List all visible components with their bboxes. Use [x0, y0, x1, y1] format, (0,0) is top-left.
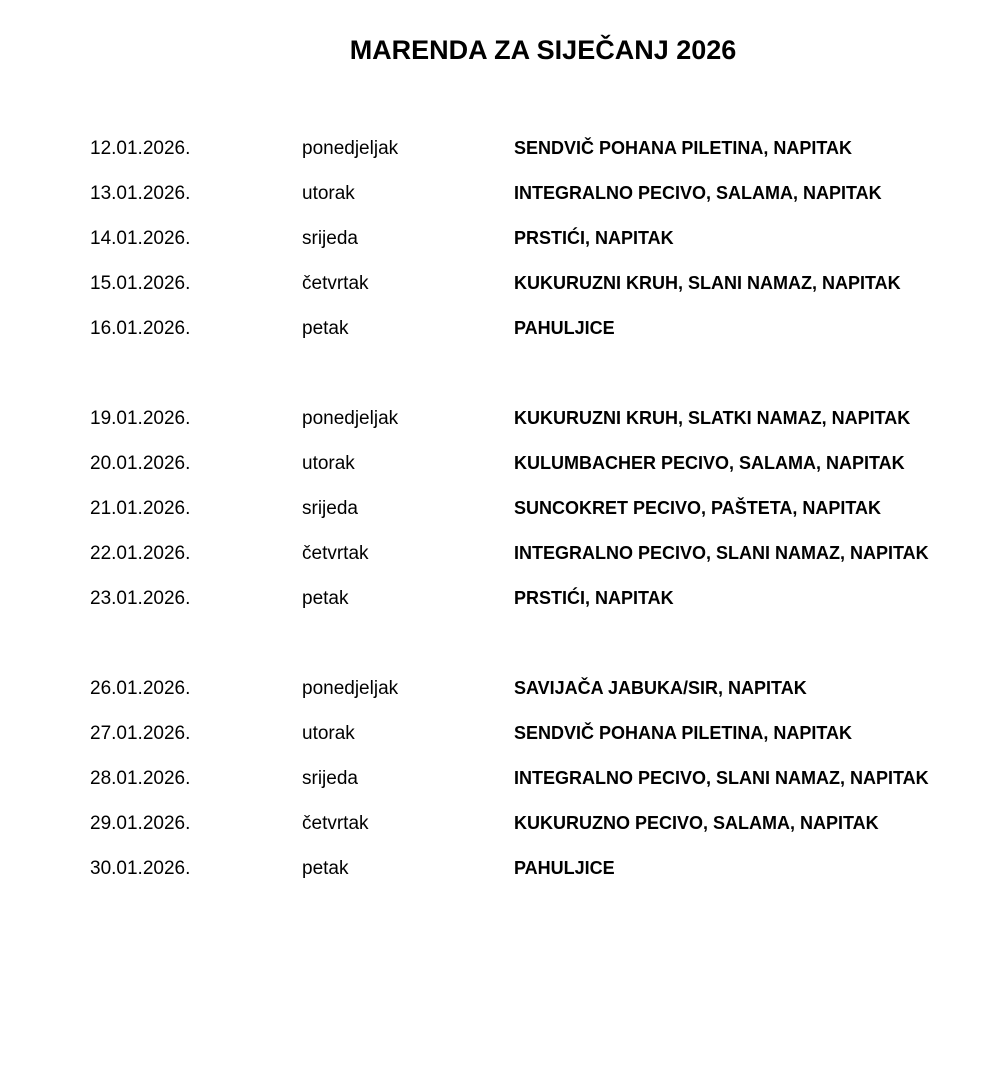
- menu-schedule: [0, 126, 1008, 936]
- menu-row: [0, 666, 1008, 711]
- row-date: 23.01.2026.: [90, 588, 191, 609]
- row-meal: KUKURUZNI KRUH, SLANI NAMAZ, NAPITAK: [514, 273, 901, 293]
- row-meal: KUKURUZNO PECIVO, SALAMA, NAPITAK: [514, 813, 879, 833]
- row-date: 21.01.2026.: [90, 498, 191, 519]
- row-day: utorak: [302, 453, 355, 474]
- row-meal: PAHULJICE: [514, 858, 615, 878]
- row-day: ponedjeljak: [302, 408, 399, 429]
- row-meal: SUNCOKRET PECIVO, PAŠTETA, NAPITAK: [514, 498, 882, 518]
- row-day: ponedjeljak: [302, 138, 399, 159]
- row-date: 14.01.2026.: [90, 228, 191, 249]
- row-day: utorak: [302, 723, 355, 744]
- row-date: 28.01.2026.: [90, 768, 191, 789]
- week-block-3: [0, 666, 1008, 891]
- row-day: petak: [302, 588, 349, 609]
- menu-row: [0, 756, 1008, 801]
- row-date: 13.01.2026.: [90, 183, 191, 204]
- row-date: 26.01.2026.: [90, 678, 191, 699]
- menu-row: [0, 261, 1008, 306]
- row-date: 29.01.2026.: [90, 813, 191, 834]
- row-day: četvrtak: [302, 543, 369, 564]
- row-meal: PRSTIĆI, NAPITAK: [514, 228, 674, 248]
- row-meal: PAHULJICE: [514, 318, 615, 338]
- row-day: četvrtak: [302, 273, 369, 294]
- row-date: 30.01.2026.: [90, 858, 191, 879]
- row-meal: PRSTIĆI, NAPITAK: [514, 588, 674, 608]
- row-day: petak: [302, 858, 349, 879]
- row-day: srijeda: [302, 228, 358, 249]
- page-title: MARENDA ZA SIJEČANJ 2026: [349, 35, 737, 65]
- row-meal: KUKURUZNI KRUH, SLATKI NAMAZ, NAPITAK: [514, 408, 911, 428]
- row-date: 19.01.2026.: [90, 408, 191, 429]
- menu-row: [0, 486, 1008, 531]
- menu-row: [0, 711, 1008, 756]
- menu-row: [0, 306, 1008, 351]
- row-day: srijeda: [302, 768, 358, 789]
- week-block-2: [0, 396, 1008, 621]
- row-date: 20.01.2026.: [90, 453, 191, 474]
- row-date: 15.01.2026.: [90, 273, 191, 294]
- row-day: ponedjeljak: [302, 678, 399, 699]
- row-date: 22.01.2026.: [90, 543, 191, 564]
- menu-row: [0, 531, 1008, 576]
- row-day: utorak: [302, 183, 355, 204]
- row-day: četvrtak: [302, 813, 369, 834]
- row-meal: INTEGRALNO PECIVO, SALAMA, NAPITAK: [514, 183, 882, 203]
- menu-row: [0, 801, 1008, 846]
- row-meal: SENDVIČ POHANA PILETINA, NAPITAK: [514, 723, 853, 743]
- row-day: srijeda: [302, 498, 358, 519]
- row-date: 12.01.2026.: [90, 138, 191, 159]
- row-day: petak: [302, 318, 349, 339]
- menu-row: [0, 576, 1008, 621]
- row-meal: SAVIJAČA JABUKA/SIR, NAPITAK: [514, 678, 807, 698]
- menu-row: [0, 126, 1008, 171]
- menu-row: [0, 396, 1008, 441]
- row-date: 16.01.2026.: [90, 318, 191, 339]
- row-meal: INTEGRALNO PECIVO, SLANI NAMAZ, NAPITAK: [514, 768, 929, 788]
- row-meal: INTEGRALNO PECIVO, SLANI NAMAZ, NAPITAK: [514, 543, 929, 563]
- row-date: 27.01.2026.: [90, 723, 191, 744]
- menu-row: [0, 846, 1008, 891]
- row-meal: KULUMBACHER PECIVO, SALAMA, NAPITAK: [514, 453, 905, 473]
- menu-row: [0, 441, 1008, 486]
- menu-row: [0, 171, 1008, 216]
- row-meal: SENDVIČ POHANA PILETINA, NAPITAK: [514, 138, 853, 158]
- menu-row: [0, 216, 1008, 261]
- week-block-1: [0, 126, 1008, 351]
